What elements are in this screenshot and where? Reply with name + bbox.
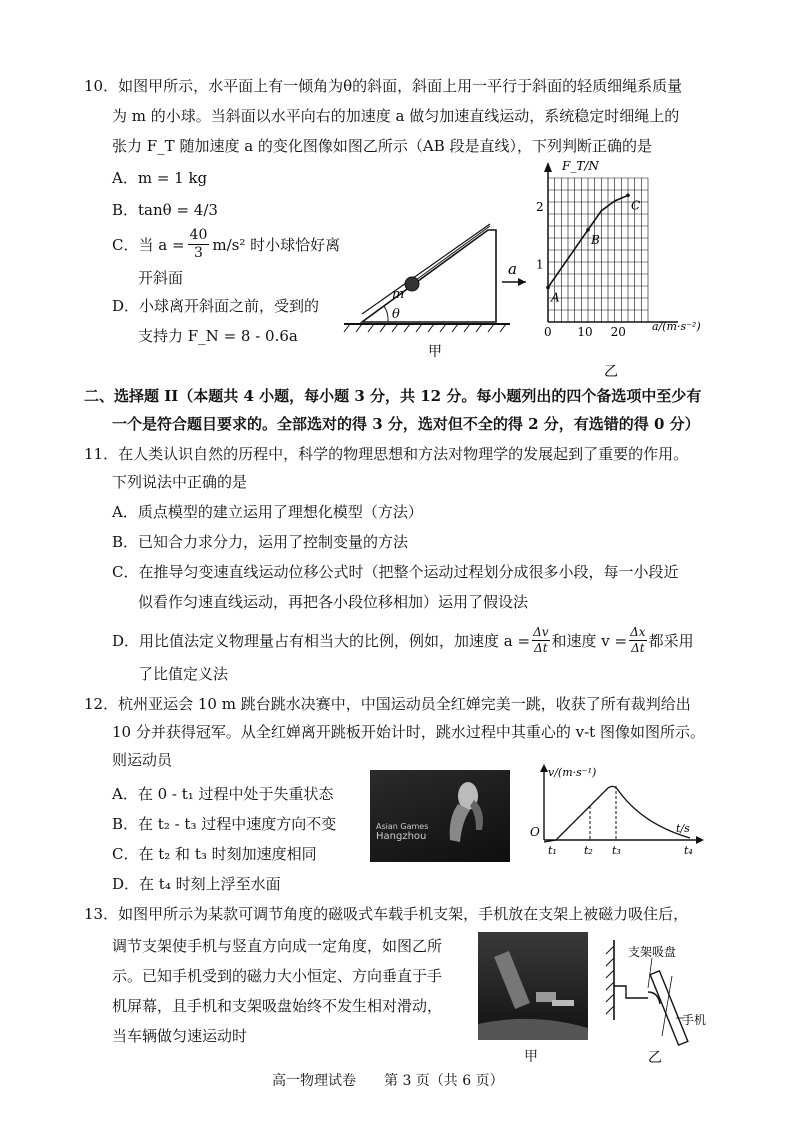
ball-label: m [392, 287, 405, 302]
angle-arc [384, 306, 388, 322]
q10-option-c-suffix: m/s² 时小球恰好离 [212, 235, 341, 254]
q13-figure-jia-caption: 甲 [524, 1049, 538, 1065]
q11-option-b: B．已知合力求分力，运用了控制变量的方法 [112, 533, 409, 551]
q10-line1: 10．如图甲所示，水平面上有一倾角为θ的斜面，斜面上用一平行于斜面的轻质细绳系质量 [84, 77, 683, 95]
q10-option-c [112, 222, 340, 266]
vt-y-label: v/(m·s⁻¹) [548, 766, 597, 779]
chart-x-tick: 20 [610, 325, 626, 339]
page-footer: 高一物理试卷 第 3 页（共 6 页） [272, 1073, 504, 1089]
chart-x-label: a/(m·s⁻²) [652, 320, 701, 333]
chart-y-tick: 1 [536, 257, 544, 272]
chart-point-B [586, 228, 590, 232]
rope [416, 226, 490, 280]
q12-line3: 则运动员 [112, 751, 173, 769]
q13-figure-yi-diagram [600, 936, 720, 1066]
q11-option-d-line2: 了比值定义法 [138, 665, 229, 683]
q11-line1: 11．在人类认识自然的历程中，科学的物理思想和方法对物理学的发展起到了重要的作用。 [84, 445, 689, 463]
q11-option-d-prefix: D．用比值法定义物理量占有相当大的比例，例如，加速度 a = [112, 631, 531, 650]
q10-line2: 为 m 的小球。当斜面以水平向右的加速度 a 做匀加速直线运动，系统稳定时细绳上的 [112, 107, 680, 125]
vt-tick-t1: t₁ [548, 844, 557, 857]
chart-caption: 乙 [604, 364, 618, 380]
mount-pointer [648, 958, 652, 988]
q12-option-d: D．在 t₄ 时刻上浮至水面 [112, 875, 281, 893]
q11-option-d-suffix: 都采用 [648, 631, 694, 650]
q11-option-d-frac2-num: Δx [630, 624, 646, 639]
q10-option-d-line1: D．小球离开斜面之前，受到的 [112, 297, 320, 315]
q13-line5: 当车辆做匀速运动时 [112, 1027, 248, 1045]
accel-arrow-head [518, 278, 526, 286]
q11-option-d-frac1-num: Δv [533, 624, 549, 639]
q13-line3: 示。已知手机受到的磁力大小恒定、方向垂直于手 [112, 967, 443, 985]
q12-option-b: B．在 t₂ - t₃ 过程中速度方向不变 [112, 815, 337, 833]
q10-option-d-line2: 支持力 F_N = 8 - 0.6a [138, 327, 298, 345]
section2-line2: 一个是符合题目要求的。全部选对的得 3 分，选对但不全的得 2 分，有选错的得 0 分） [112, 415, 700, 433]
section2-line1: 二、选择题 II（本题共 4 小题，每小题 3 分，共 12 分。每小题列出的四个备选项中至少有 [84, 387, 702, 405]
photo-text-asian-games: Asian Games [376, 822, 429, 831]
q11-option-d-fraction-accel [532, 625, 549, 656]
chart-ticks [536, 200, 626, 339]
q10-figure-jia [340, 222, 530, 362]
q12-option-a: A．在 0 - t₁ 过程中处于失重状态 [112, 785, 334, 803]
q12-vt-graph [514, 758, 714, 878]
q10-option-a: A．m = 1 kg [112, 169, 208, 187]
q12-line1: 12．杭州亚运会 10 m 跳台跳水决赛中，中国运动员全红婵完美一跳，收获了所有裁判给出 [84, 695, 691, 713]
q11-option-d-frac1-den: Δt [534, 640, 548, 655]
q12-option-c: C．在 t₂ 和 t₃ 时刻加速度相同 [112, 845, 317, 863]
mount-arm [614, 986, 648, 998]
q11-option-d-frac2-den: Δt [631, 640, 645, 655]
incline-body [362, 230, 496, 322]
q10-option-c-line2: 开斜面 [138, 269, 184, 287]
chart-y-tick: 2 [536, 199, 544, 214]
phone-body [650, 971, 688, 1045]
vt-origin: O [530, 825, 540, 839]
q10-option-c-numerator: 40 [189, 226, 208, 243]
figure-jia-caption: 甲 [428, 344, 442, 360]
q10-option-c-prefix: C．当 a = [112, 235, 185, 254]
chart-x-tick: 10 [577, 325, 593, 339]
incline-surface [362, 224, 490, 314]
vt-x-label: t/s [676, 822, 690, 835]
phone-mount-photo [478, 932, 588, 1040]
q13-line2: 调节支架使手机与竖直方向成一定角度，如图乙所 [112, 937, 443, 955]
q11-option-d-fraction-velocity [629, 625, 646, 656]
vt-tick-t4: t₄ [684, 844, 693, 857]
q13-line1: 13．如图甲所示为某款可调节角度的磁吸式车载手机支架，手机放在支架上被磁力吸住后， [84, 905, 689, 923]
chart-y-axis-arrow [544, 162, 552, 172]
chart-point-A [546, 286, 550, 290]
q10-option-b: B．tanθ = 4/3 [112, 201, 218, 219]
q11-option-c-line2: 似看作匀速直线运动，再把各小段位移相加）运用了假设法 [138, 593, 529, 611]
q11-option-a: A．质点模型的建立运用了理想化模型（方法） [112, 503, 423, 521]
chart-point-label-C: C [631, 198, 641, 213]
angle-label: θ [392, 307, 400, 322]
chart-x-tick: 0 [544, 325, 552, 339]
diver-silhouette [370, 770, 510, 862]
vt-x-axis-arrow [696, 836, 704, 844]
q11-line2: 下列说法中正确的是 [112, 473, 248, 491]
diver-photo [370, 770, 510, 862]
ground-hatching [344, 324, 506, 332]
chart-point-label-A: A [551, 290, 560, 305]
q12-line2: 10 分并获得冠军。从全红婵离开跳板开始计时，跳水过程中其重心的 v-t 图像如图所示。 [112, 723, 705, 741]
q10-line3: 张力 F_T 随加速度 a 的变化图像如图乙所示（AB 段是直线），下列判断正确的是 [112, 137, 653, 155]
ball [405, 277, 419, 291]
phone-label: 手机 [682, 1013, 707, 1027]
vt-y-axis-arrow [540, 764, 548, 772]
q11-option-d [112, 620, 694, 660]
phone-mount-illustration [478, 932, 588, 1040]
chart-points [546, 193, 640, 304]
chart-point-label-B: B [591, 232, 600, 247]
vt-tick-t2: t₂ [584, 844, 593, 857]
q13-line4: 机屏幕，且手机和支架吸盘始终不发生相对滑动， [112, 997, 443, 1015]
chart-point-C [626, 193, 630, 197]
vt-curve [544, 786, 690, 842]
vt-tick-t3: t₃ [612, 844, 621, 857]
wall-hatching [606, 946, 614, 1014]
q10-option-c-denominator: 3 [193, 244, 203, 261]
chart-y-label: F_T/N [562, 159, 599, 173]
accel-label: a [508, 260, 517, 278]
q13-figure-yi-caption: 乙 [648, 1050, 662, 1066]
mount-label: 支架吸盘 [628, 945, 677, 959]
q11-option-c-line1: C．在推导匀变速直线运动位移公式时（把整个运动过程划分成很多小段，每一小段近 [112, 563, 679, 581]
q11-option-d-mid: 和速度 v = [551, 631, 628, 650]
photo-text-hangzhou: Hangzhou [376, 831, 427, 842]
q10-figure-yi-chart [528, 150, 714, 380]
q10-option-c-fraction [188, 227, 210, 262]
